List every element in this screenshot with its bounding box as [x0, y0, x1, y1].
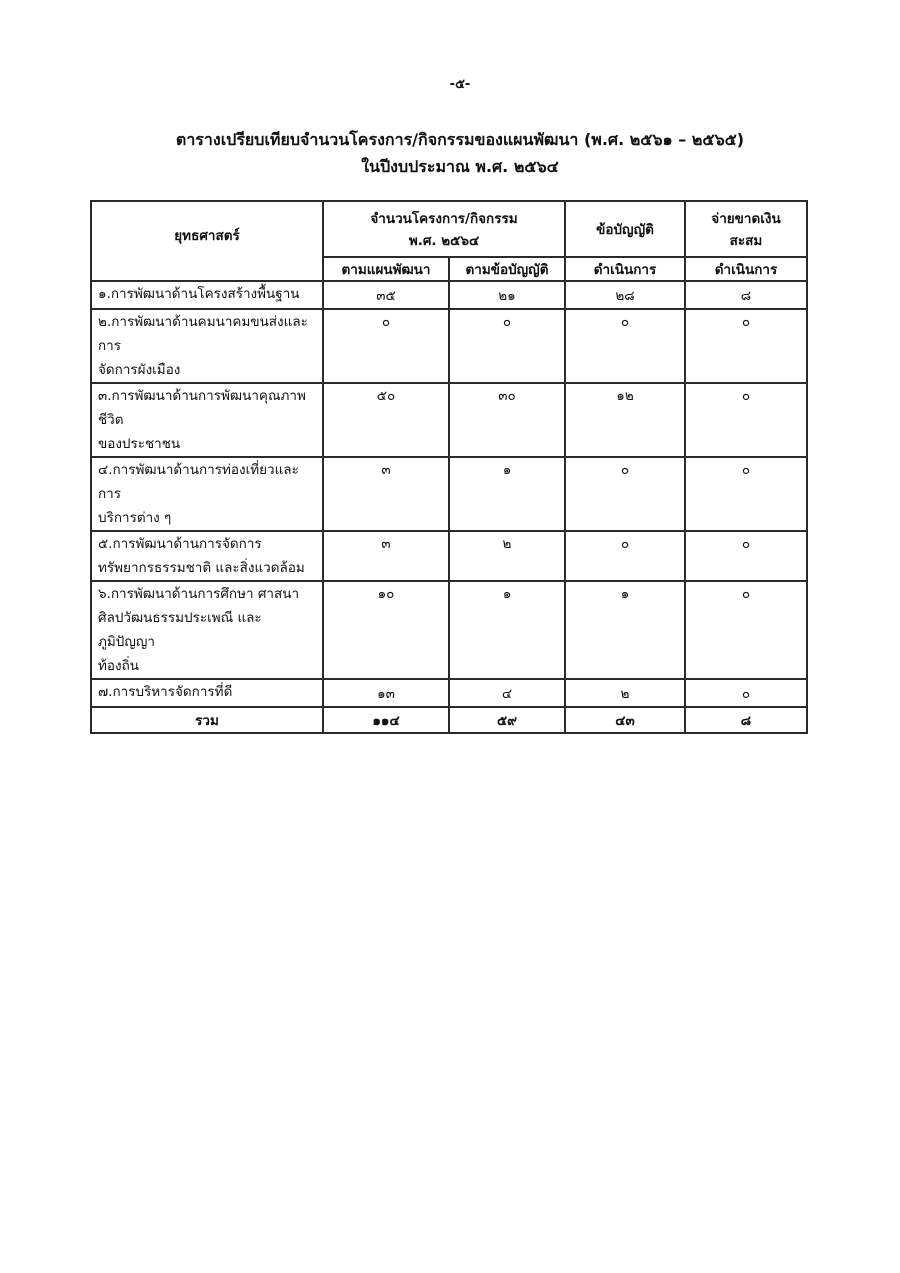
document-title: ตารางเปรียบเทียบจำนวนโครงการ/กิจกรรมของแผนพัฒนา (พ.ศ. ๒๕๖๑ – ๒๕๖๕)	[175, 130, 745, 149]
page-number: -๕-	[449, 77, 471, 92]
header-accum-line1: จ่ายขาดเงิน	[711, 211, 781, 227]
ordinance-count: ๔	[449, 679, 565, 707]
header-projects	[323, 201, 565, 257]
plan-count: ๐	[323, 309, 449, 383]
ordinance-done: ๒	[565, 679, 685, 707]
table-row	[91, 679, 807, 707]
ordinance-count: ๐	[449, 309, 565, 383]
ordinance-done: ๒๘	[565, 281, 685, 309]
ordinance-count: ๑	[449, 581, 565, 679]
table-row	[91, 531, 807, 581]
strategy-line: ๖.การพัฒนาด้านการศึกษา ศาสนา	[98, 586, 300, 602]
plan-count: ๓๕	[323, 281, 449, 309]
strategy-line: ๔.การพัฒนาด้านการท่องเที่ยวและการ	[98, 462, 299, 502]
accum-done: ๐	[685, 309, 807, 383]
ordinance-count: ๓๐	[449, 383, 565, 457]
header-accum-done: ดำเนินการ	[685, 257, 807, 281]
strategy-cell	[91, 383, 323, 457]
plan-count: ๕๐	[323, 383, 449, 457]
total-label: รวม	[91, 707, 323, 733]
total-ordinance-count: ๕๙	[449, 707, 565, 733]
ordinance-done: ๐	[565, 309, 685, 383]
plan-count: ๓	[323, 531, 449, 581]
strategy-line: ๒.การพัฒนาด้านคมนาคมขนส่งและการ	[98, 314, 308, 354]
header-ordinance-done: ดำเนินการ	[565, 257, 685, 281]
header-by-plan: ตามแผนพัฒนา	[323, 257, 449, 281]
header-projects-line1: จำนวนโครงการ/กิจกรรม	[370, 211, 518, 227]
header-accum-line2: สะสม	[729, 233, 763, 249]
strategy-line: ๕.การพัฒนาด้านการจัดการ	[98, 536, 262, 552]
strategy-line: ๑.การพัฒนาด้านโครงสร้างพื้นฐาน	[98, 286, 300, 302]
ordinance-done: ๐	[565, 457, 685, 531]
accum-done: ๐	[685, 531, 807, 581]
total-plan: ๑๑๔	[323, 707, 449, 733]
strategy-cell	[91, 531, 323, 581]
header-by-ordinance: ตามข้อบัญญัติ	[449, 257, 565, 281]
table-row	[91, 383, 807, 457]
accum-done: ๐	[685, 457, 807, 531]
strategy-cell	[91, 281, 323, 309]
ordinance-count: ๒	[449, 531, 565, 581]
strategy-line: จัดการผังเมือง	[98, 362, 181, 378]
table-row	[91, 281, 807, 309]
header-strategy: ยุทธศาสตร์	[91, 201, 323, 281]
ordinance-done: ๑๒	[565, 383, 685, 457]
header-ordinance: ข้อบัญญัติ	[565, 201, 685, 257]
strategy-line: ท้องถิ่น	[98, 658, 140, 674]
strategy-line: ศิลปวัฒนธรรมประเพณี และภูมิปัญญา	[98, 610, 262, 650]
plan-count: ๑๓	[323, 679, 449, 707]
strategy-cell	[91, 457, 323, 531]
plan-count: ๑๐	[323, 581, 449, 679]
total-accum-done: ๘	[685, 707, 807, 733]
ordinance-done: ๑	[565, 581, 685, 679]
header-accumulated	[685, 201, 807, 257]
table-row	[91, 581, 807, 679]
accum-done: ๐	[685, 581, 807, 679]
table-row	[91, 457, 807, 531]
strategy-cell	[91, 309, 323, 383]
strategy-cell	[91, 679, 323, 707]
strategy-line: ทรัพยากรธรรมชาติ และสิ่งแวดล้อม	[98, 560, 305, 576]
accum-done: ๐	[685, 679, 807, 707]
strategy-line: บริการต่าง ๆ	[98, 510, 172, 526]
table-row	[91, 309, 807, 383]
document-subtitle: ในปีงบประมาณ พ.ศ. ๒๕๖๔	[361, 157, 559, 176]
plan-count: ๓	[323, 457, 449, 531]
accum-done: ๘	[685, 281, 807, 309]
accum-done: ๐	[685, 383, 807, 457]
strategy-line: ๓.การพัฒนาด้านการพัฒนาคุณภาพชีวิต	[98, 388, 306, 428]
strategy-line: ๗.การบริหารจัดการที่ดี	[98, 684, 233, 700]
header-projects-line2: พ.ศ. ๒๕๖๔	[408, 233, 480, 249]
total-row	[91, 707, 807, 733]
ordinance-count: ๑	[449, 457, 565, 531]
total-ordinance-done: ๔๓	[565, 707, 685, 733]
ordinance-count: ๒๑	[449, 281, 565, 309]
strategy-line: ของประชาชน	[98, 436, 181, 452]
ordinance-done: ๐	[565, 531, 685, 581]
comparison-table	[90, 200, 808, 734]
strategy-cell	[91, 581, 323, 679]
